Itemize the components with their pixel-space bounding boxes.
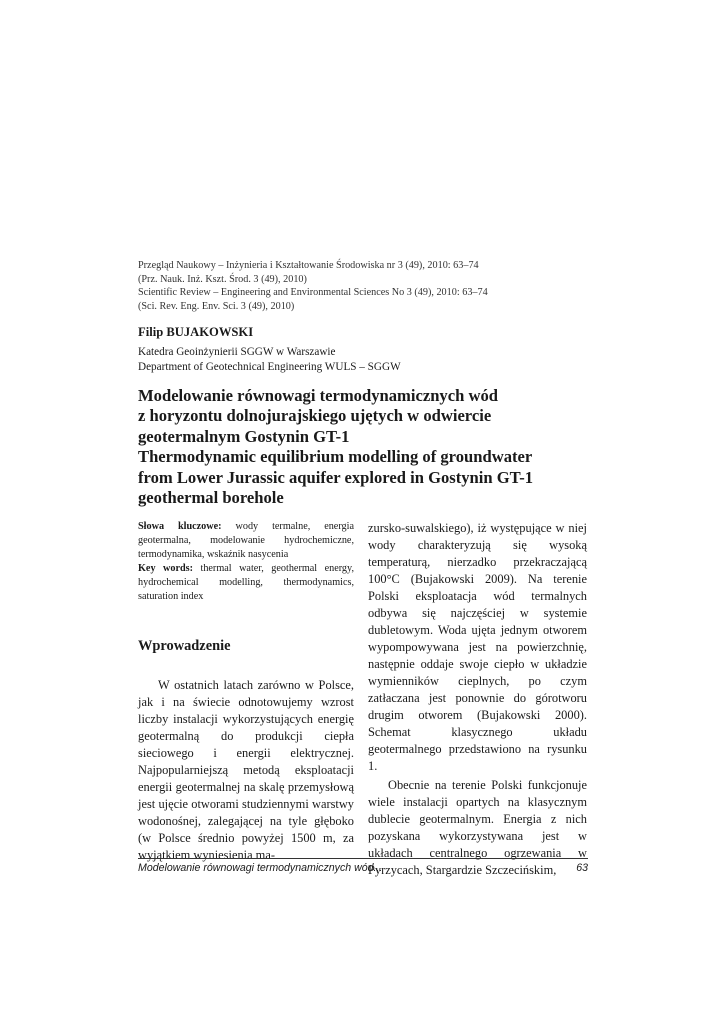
page-number: 63 bbox=[576, 862, 588, 874]
title-line-1: Modelowanie równowagi termodynamicznych wód bbox=[138, 386, 498, 405]
keywords-en bbox=[138, 562, 354, 604]
title-line-4: Thermodynamic equilibrium modelling of groundwater bbox=[138, 447, 533, 467]
title-line-2: z horyzontu dolnojurajskiego ujętych w odwiercie bbox=[138, 406, 492, 426]
affiliation-block bbox=[138, 345, 401, 374]
affiliation-en: Department of Geotechnical Engineering WULS – SGGW bbox=[138, 360, 401, 373]
footer-divider bbox=[138, 858, 588, 859]
keywords-pl-text: wody termalne, energia geotermalna, modelowanie hydrochemiczne, termodynamika, wskaźnik nasycenia bbox=[138, 521, 354, 560]
affiliation-pl: Katedra Geoinżynierii SGGW w Warszawie bbox=[138, 346, 336, 358]
intro-paragraph-right-1: zursko-suwalskiego), iż występujące w niej wody charakteryzują się wysoką temperaturą, nierzadko przekraczającą 100°C (Bujakowski 2009). Na terenie Polski eksploatacja wód termalnych odbywa się najczęściej w systemie dubletowym. Woda ujęta jednym otworem wypompowywana jest na powierzchnię, następnie oddaje swoje ciepło w układzie wymienników cieplnych, po czym zatłaczana jest ponownie do górotworu drugim otworem (Bujakowski 2000). Schemat klasycznego układu geotermalnego przedstawiono na rysunku 1. bbox=[368, 521, 587, 773]
citation-line-4: (Sci. Rev. Eng. Env. Sci. 3 (49), 2010) bbox=[138, 300, 295, 312]
keywords-en-text: thermal water, geothermal energy, hydrochemical modelling, thermodynamics, saturation index bbox=[138, 562, 354, 602]
running-title: Modelowanie równowagi termodynamicznych wód... bbox=[138, 862, 383, 874]
right-column bbox=[368, 520, 587, 879]
left-column bbox=[138, 520, 354, 864]
citation-block bbox=[138, 259, 588, 313]
keywords-en-label: Key words: bbox=[138, 562, 194, 574]
section-heading: Wprowadzenie bbox=[138, 638, 231, 655]
keywords-pl-label: Słowa kluczowe: bbox=[138, 521, 222, 532]
keywords-pl bbox=[138, 520, 354, 562]
intro-paragraph-right-2: Obecnie na terenie Polski funkcjonuje wiele instalacji opartych na klasycznym dublecie geotermalnym. Energia z nich pozyskana wykorzystywana jest w układach centralnego ogrzewania w Pyrzycach, Stargardzie Szczecińskim, bbox=[368, 778, 587, 877]
intro-paragraph-left: W ostatnich latach zarówno w Polsce, jak i na świecie odnotowujemy wzrost liczby instalacji wykorzystujących energię geotermalną do produkcji ciepła sieciowego i energii elektrycznej. Najpopularniejszą metodą eksploatacji energii geotermalnej na skalę przemysłową jest ujęcie otworami studziennymi warstwy wodonośnej, zalegającej na tyle głęboko (w Polsce średnio powyżej 1500 m, za wyjątkiem wyniesienia ma- bbox=[138, 678, 354, 863]
paper-title bbox=[138, 386, 598, 508]
title-line-3: geotermalnym Gostynin GT-1 bbox=[138, 426, 350, 446]
citation-line-2: (Prz. Nauk. Inż. Kszt. Środ. 3 (49), 2010) bbox=[138, 273, 307, 285]
title-line-6: geothermal borehole bbox=[138, 488, 284, 508]
title-line-5: from Lower Jurassic aquifer explored in Gostynin GT-1 bbox=[138, 467, 534, 487]
citation-line-1: Przegląd Naukowy – Inżynieria i Kształtowanie Środowiska nr 3 (49), 2010: 63–74 bbox=[138, 260, 479, 271]
citation-line-3: Scientific Review – Engineering and Environmental Sciences No 3 (49), 2010: 63–74 bbox=[138, 287, 488, 299]
author-name: Filip BUJAKOWSKI bbox=[138, 325, 254, 339]
